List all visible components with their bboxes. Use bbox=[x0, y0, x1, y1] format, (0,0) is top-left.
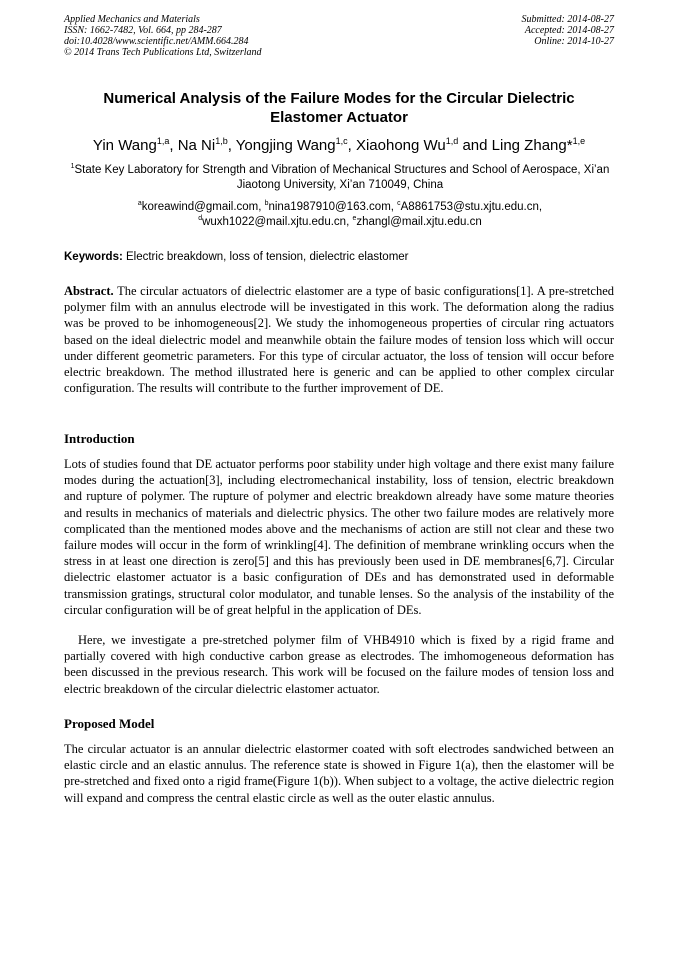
author: Yin Wang$^{1,a}$, bbox=[92, 136, 178, 154]
email: $^b$nina1987910@163.com, bbox=[264, 200, 398, 213]
introduction-paragraph-1: Lots of studies found that DE actuator performs poor stability under high voltage and there exist many failure modes during the actuation[3], including electromechanical instability, loss of tension, electric breakdown and rupture of polymer. The rupture of polymer and electric breakdown already have some mature theories and results in mechanics of materials and dielectric physics. The other two failure modes are relatively more complicated than the mentioned modes above and the mechanisms of action are still not clear and these two failure modes will occur in the form of wrinkling[4]. The definition of membrane wrinkling occurs when the stress in at least one direction is zero[5] and this has previously been used in DE membranes[6,7]. Circular dielectric elastomer actuator is a basic configuration of DEs and has demonstrated used in deformable transmission gratings, structural color modulator, and tunable lenses. So the analysis of the instability of the circular configuration will be of great helpful in the application of DEs. bbox=[64, 457, 614, 617]
author: Yongjing Wang$^{1,c}$, bbox=[235, 136, 356, 154]
email: $^d$wuxh1022@mail.xjtu.edu.cn, bbox=[198, 215, 353, 228]
keywords bbox=[64, 250, 616, 264]
keywords-text: Electric breakdown, loss of tension, dielectric elastomer bbox=[122, 251, 409, 263]
abstract bbox=[64, 283, 614, 396]
paper-title: Numerical Analysis of the Failure Modes for the Circular Dielectric Elastomer Actuator bbox=[103, 90, 575, 126]
journal-name: Applied Mechanics and Materials bbox=[64, 14, 200, 25]
email: $^a$koreawind@gmail.com, bbox=[137, 200, 265, 213]
doi-line: doi:10.4028/www.scientific.net/AMM.664.284 bbox=[64, 36, 249, 47]
abstract-label: Abstract. bbox=[64, 284, 114, 298]
abstract-text: The circular actuators of dielectric elastomer are a type of basic configurations[1]. A pre-stretched polymer film with an annulus electrode will be investigated in this work. The deformation along the radius was be proved to be inhomogeneous[2]. We study the inhomogeneous properties of circular ring actuators based on the ideal dielectric model and meanwhile obtain the failure modes of tension loss which will occur under different geometric parameters. For this type of circular actuator, the loss of tension will occur before electric breakdown. The method illustrated here is generic and can be applied to other complex circular configuration. The results will contribute to the further improvement of DE. bbox=[64, 284, 614, 396]
section-heading-proposed-model: Proposed Model bbox=[64, 716, 155, 731]
author-emails bbox=[62, 200, 618, 230]
email: $^e$zhangl@mail.xjtu.edu.cn bbox=[352, 215, 482, 228]
affiliation: $^1$State Key Laboratory for Strength and Vibration of Mechanical Structures and School of Aerospace, Xi’an Jiaotong University, Xi’an 710049, China bbox=[70, 163, 610, 191]
author: Xiaohong Wu$^{1,d}$ and bbox=[355, 136, 492, 154]
author: Na Ni$^{1,b}$, bbox=[177, 136, 236, 154]
dates-header bbox=[522, 14, 615, 47]
submitted-date: Submitted: 2014-08-27 bbox=[521, 14, 614, 25]
issn-line: ISSN: 1662-7482, Vol. 664, pp 284-287 bbox=[64, 25, 222, 36]
introduction-paragraph-2: Here, we investigate a pre-stretched polymer film of VHB4910 which is fixed by a rigid frame and partially covered with high conductive carbon grease as electrodes. The imhomogeneous deformation has been discussed in the previous research. This work will be focused on the failure modes of tension loss and electric breakdown of the circular dielectric elastomer actuator. bbox=[64, 633, 614, 696]
author: Ling Zhang*$^{1,e}$ bbox=[491, 136, 586, 154]
journal-header bbox=[64, 14, 262, 58]
section-heading-introduction: Introduction bbox=[64, 431, 135, 446]
keywords-label: Keywords: bbox=[64, 251, 123, 263]
online-date: Online: 2014-10-27 bbox=[534, 36, 614, 47]
proposed-model-paragraph: The circular actuator is an annular dielectric elastormer coated with soft electrodes sandwiched between an elastic circle and an elastic annulus. The reference state is showed in Figure 1(a), then the elastomer will be pre-stretched and fixed onto a rigid frame(Figure 1(b)). When subject to a voltage, the active dielectric region will expand and compress the central elastic circle as well as the outer elastic annulus. bbox=[64, 742, 614, 805]
author-list bbox=[40, 137, 638, 155]
copyright-line: © 2014 Trans Tech Publications Ltd, Switzerland bbox=[64, 47, 262, 58]
email: $^c$A8861753@stu.xjtu.edu.cn, bbox=[397, 200, 543, 213]
accepted-date: Accepted: 2014-08-27 bbox=[524, 25, 614, 36]
